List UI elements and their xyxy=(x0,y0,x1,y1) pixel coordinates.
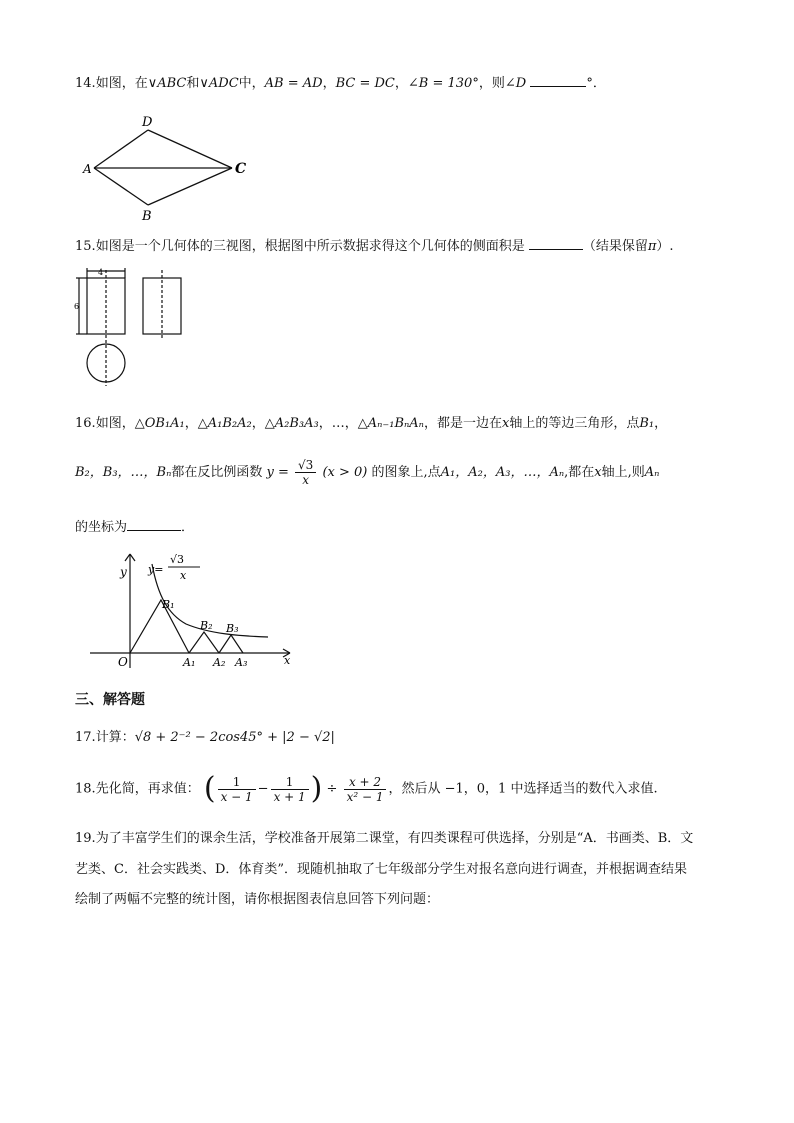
graph-label-a3: A₃ xyxy=(235,656,248,669)
q15-text: 15.如图是一个几何体的三视图，根据图中所示数据求得这个几何体的侧面积是 （结果保留π）. xyxy=(75,235,674,256)
q15-height-label: 6 xyxy=(74,302,80,311)
q14-label-b: B xyxy=(142,209,152,222)
q16-graph-figure xyxy=(80,546,300,678)
graph-function-denominator: x xyxy=(180,569,187,582)
triangle-ob1a1 xyxy=(130,600,189,653)
q14-kite-figure xyxy=(80,110,260,222)
q14-text: 14.如图，在∨ABC和∨ADC中，AB = AD，BC = DC，∠B = 130°，则∠D °． xyxy=(75,72,606,93)
graph-function-numerator: √3 xyxy=(170,553,185,566)
graph-label-a2: A₂ xyxy=(213,656,226,669)
q18-fraction-3: $\frac{x + 2}{\text{x² − 1}}$ xyxy=(344,775,387,804)
q16-line2: B₂，B₃，…，Bₙ都在反比例函数 y = $\frac{√3}{x}$ (x > 0) 的图象上,点A₁，A₂，A₃，…，Aₙ,都在x轴上,则Aₙ xyxy=(75,458,660,487)
q15-answer-blank[interactable] xyxy=(529,235,583,250)
q16-answer-blank[interactable] xyxy=(127,516,181,531)
q18-fraction-2: $\frac{1}{x + 1}$ xyxy=(271,775,309,804)
graph-label-x: x xyxy=(284,654,291,667)
q14-label-a: A xyxy=(83,162,92,176)
q19-line1: 19.为了丰富学生们的课余生活，学校准备开展第二课堂，有四类课程可供选择，分别是“A．书画类、B．文 xyxy=(75,831,694,846)
q15-three-view-figure xyxy=(72,266,192,390)
graph-label-origin: O xyxy=(118,655,128,669)
triangle-a1b2a2 xyxy=(189,632,219,653)
graph-label-a1: A₁ xyxy=(183,656,196,669)
q19-line2: 艺类、C．社会实践类、D．体育类”．现随机抽取了七年级部分学生对报名意向进行调查，并根据调查结果 xyxy=(75,862,688,877)
graph-label-b1: B₁ xyxy=(162,598,175,611)
q16-function-fraction: $\frac{√3}{x}$ xyxy=(295,458,316,487)
q14-answer-blank[interactable] xyxy=(530,72,586,87)
graph-label-y: y xyxy=(120,565,127,579)
q18-fraction-1: $\frac{1}{x - 1}$ xyxy=(218,775,256,804)
q14-label-d: D xyxy=(142,115,153,130)
q16-line3: 的坐标为 ． xyxy=(75,516,194,537)
triangle-a2b3a3 xyxy=(219,635,243,653)
graph-label-b2: B₂ xyxy=(200,619,213,632)
q17-text: 17.计算：√8 + 2⁻² − 2cos45° + |2 − √2| xyxy=(75,730,335,745)
section-heading: 三、解答题 xyxy=(75,692,145,708)
q16-line1: 16.如图，△OB₁A₁，△A₁B₂A₂，△A₂B₃A₃，…，△Aₙ₋₁BₙAₙ，都是一边在x轴上的等边三角形，点B₁， xyxy=(75,416,668,431)
graph-label-b3: B₃ xyxy=(226,622,239,635)
q14-label-c: C xyxy=(235,161,247,177)
q15-width-label: 4 xyxy=(98,268,104,277)
q18-text: 18.先化简，再求值： ( $\frac{1}{x - 1}$ − $\frac{1}{x + 1}$ ) ÷ $\frac{x + 2}{\text{x² − 1}}$ ，然后从 −1，0，1 中选择适当的数代入求值. xyxy=(75,771,658,806)
graph-function-prefix: y= xyxy=(148,563,164,576)
q19-line3: 绘制了两幅不完整的统计图，请你根据图表信息回答下列问题： xyxy=(75,892,440,907)
